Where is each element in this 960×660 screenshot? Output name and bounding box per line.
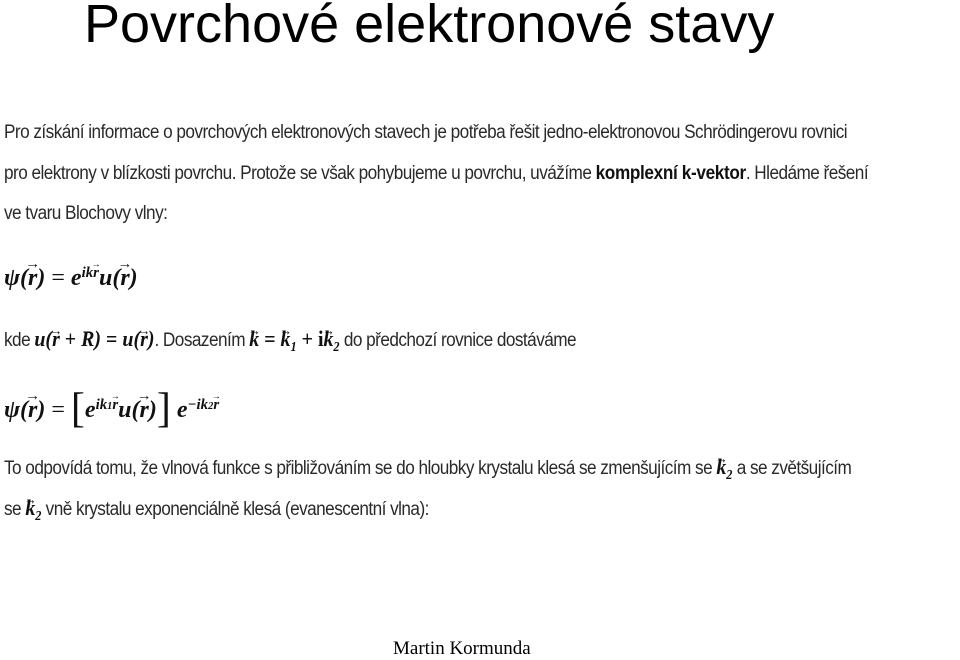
- intro-line-1: Pro získání informace o povrchových elektronových stavech je potřeba řešit jedno-elektronovou Schrödingerovu rovnici: [4, 122, 848, 143]
- conclusion-line-1: [4, 455, 851, 482]
- eq2-e2: e: [176, 397, 188, 423]
- eq2-right-bracket: ]: [156, 386, 171, 432]
- concl-k2-2: [25, 495, 42, 523]
- conclusion-line-2: [4, 496, 429, 523]
- intro-line-2-text: pro elektrony v blízkosti povrchu. Protože se však pohybujeme u povrchu, uvážíme: [4, 163, 592, 184]
- intro-line-2-end: . Hledáme řešení: [745, 163, 869, 184]
- eq2-left-bracket: [: [70, 386, 85, 432]
- eq2-exp1-sub: 1: [107, 400, 113, 412]
- cond-r2: → r: [140, 327, 148, 351]
- cond-R: → R: [81, 327, 94, 351]
- eq2-r-vector: → r: [28, 397, 37, 424]
- eq2-e1: e: [84, 397, 96, 423]
- def-k: → k: [249, 327, 259, 351]
- eq1-psi: ψ: [4, 265, 21, 291]
- condition-line: [4, 327, 576, 354]
- eq1-exponent: [82, 265, 99, 281]
- concl-k2-1: [716, 454, 733, 482]
- eq2-equals: =: [51, 397, 65, 423]
- eq1-u-r: → r: [120, 265, 129, 292]
- eq2-exp1-ik: ik: [95, 396, 108, 413]
- cond-u: u: [34, 326, 46, 351]
- complex-k-definition: [249, 326, 340, 354]
- concl-k2-2-sub: 2: [35, 507, 42, 523]
- concl-line-2-prefix: se: [4, 499, 22, 520]
- equation-bloch-wave: $\psi(\to r) = e^{ik\to r}u(\to r)$: [4, 265, 138, 292]
- def-plus-i: + i: [301, 326, 324, 351]
- cond-mid: . Dosazením: [154, 330, 246, 351]
- concl-line-2-text: vně krystalu exponenciálně klesá (evanescentní vlna):: [45, 499, 429, 520]
- def-k1: → k: [281, 327, 291, 351]
- eq2-exponent-1: [96, 397, 119, 413]
- intro-line-2: [4, 162, 868, 186]
- intro-line-3: ve tvaru Blochovy vlny:: [4, 203, 168, 224]
- eq2-psi: ψ: [4, 397, 21, 423]
- eq2-exp2-ik: −ik: [187, 396, 209, 413]
- eq2-exp2-r: → r: [213, 397, 219, 414]
- footer-author: Martin Kormunda: [393, 638, 531, 659]
- eq2-exp2-sub: 2: [208, 400, 214, 412]
- concl-k2-1-k: → k: [716, 455, 726, 479]
- cond-eq: =: [106, 326, 118, 351]
- eq1-r-vector: → r: [28, 265, 37, 292]
- page-title: Povrchové elektronové stavy: [84, 0, 775, 54]
- eq1-u: u: [98, 265, 113, 291]
- eq1-exp-ik: ik: [81, 264, 94, 281]
- eq1-equals: =: [51, 265, 65, 291]
- concl-line-1-text: To odpovídá tomu, že vlnová funkce s přibližováním se do hloubky krystalu klesá se zmenšujícím se: [4, 458, 713, 479]
- def-k2-sub: 2: [333, 338, 340, 354]
- eq2-exp1-r: → r: [112, 397, 118, 414]
- cond-r: → r: [52, 327, 60, 351]
- concl-line-1-end: a se zvětšujícím: [736, 458, 852, 479]
- def-k1-sub: 1: [290, 338, 297, 354]
- equation-evanescent: $\psi(\to r) = [e^{ik1\to r}u(\to r)]$ $e^{-ik2\to r}$: [4, 380, 219, 428]
- eq2-u: u: [118, 397, 132, 423]
- concl-k2-2-k: → k: [25, 496, 35, 520]
- eq2-u-r: → r: [140, 397, 149, 424]
- cond-prefix: kde: [4, 330, 31, 351]
- eq1-exp-r: → r: [93, 265, 99, 282]
- cond-suffix: do předchozí rovnice dostáváme: [343, 330, 577, 351]
- concl-k2-1-sub: 2: [726, 466, 733, 482]
- cond-u2: u: [122, 326, 134, 351]
- def-k2: → k: [323, 327, 333, 351]
- eq2-exponent-2: [188, 397, 220, 413]
- cond-periodicity: u(→ r + → R) = u(→ r): [34, 326, 154, 351]
- cond-plus: +: [64, 326, 77, 351]
- def-eq: =: [264, 326, 276, 351]
- bold-term-complex-k-vector: komplexní k-vektor: [595, 163, 746, 184]
- eq1-e: e: [70, 265, 82, 291]
